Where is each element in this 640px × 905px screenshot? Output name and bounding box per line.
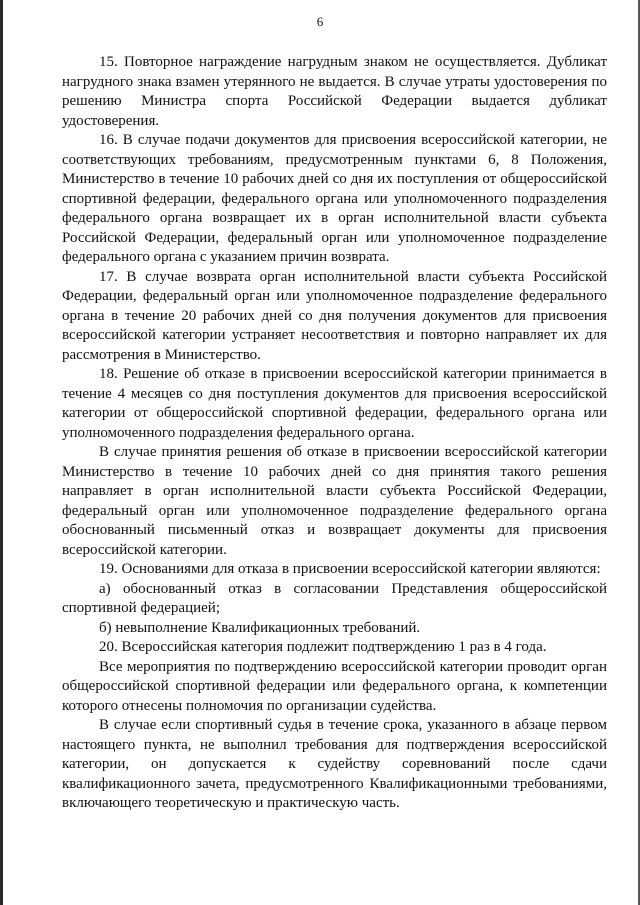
paragraph-16: 16. В случае подачи документов для присвоения всероссийской категории, не соответствующих требованиям, предусмотренным пунктами 6, 8 Положения, Министерство в течение 10 рабочих дней со дня их поступления от общероссийской спортивной федерации, федерального органа или уполномоченного подразделения федерального органа возвращает их в орган исполнительной власти субъекта Российской Федерации, федеральный орган или уполномоченное подразделение федерального органа с указанием причин возврата. — [62, 132, 607, 265]
document-body — [62, 53, 607, 814]
paragraph-19-item-a: а) обоснованный отказ в согласовании Представления общероссийской спортивной федерацией; — [62, 580, 607, 616]
paragraph-19: 19. Основаниями для отказа в присвоении всероссийской категории являются: — [99, 561, 601, 577]
paragraph-20-confirmation: Все мероприятия по подтверждению всероссийской категории проводит орган общероссийской спортивной федерации или федерального органа, к компетенции которого отнесены полномочия по организации судейства. — [62, 658, 607, 714]
paragraph-18: 18. Решение об отказе в присвоении всероссийской категории принимается в течение 4 месяцев со дня поступления документов для присвоения всероссийской категории от общероссийской спортивной федерации, федерального органа или уполномоченного подразделения федерального органа. — [62, 366, 607, 441]
scan-left-edge — [0, 0, 3, 905]
paragraph-18-refusal: В случае принятия решения об отказе в присвоении всероссийской категории Министерство в течение 10 рабочих дней со дня принятия такого решения направляет в орган исполнительной власти субъекта Российской Федерации, федеральный орган или уполномоченное подразделение федерального органа обоснованный письменный отказ и возвращает документы для присвоения всероссийской категории. — [62, 444, 607, 558]
page-number: 6 — [316, 14, 324, 29]
paragraph-20: 20. Всероссийская категория подлежит подтверждению 1 раз в 4 года. — [99, 639, 547, 655]
paragraph-19-item-b: б) невыполнение Квалификационных требований. — [99, 619, 421, 636]
paragraph-15: 15. Повторное награждение нагрудным знаком не осуществляется. Дубликат нагрудного знака взамен утерянного не выдается. В случае утраты удостоверения по решению Министра спорта Российской Федерации выдается дубликат удостоверения. — [62, 54, 607, 129]
paragraph-17: 17. В случае возврата орган исполнительной власти субъекта Российской Федерации, федеральный орган или уполномоченное подразделение федерального органа в течение 20 рабочих дней со дня получения документов для присвоения всероссийской категории устраняет несоответствия и повторно направляет их для рассмотрения в Министерство. — [62, 268, 607, 363]
paragraph-20-qualification: В случае если спортивный судья в течение срока, указанного в абзаце первом настоящего пункта, не выполнил требования для подтверждения всероссийской категории, он допускается к судейству соревнований после сдачи квалификационного зачета, предусмотренного Квалификационными требованиями, включающего теоретическую и практическую часть. — [62, 717, 607, 811]
